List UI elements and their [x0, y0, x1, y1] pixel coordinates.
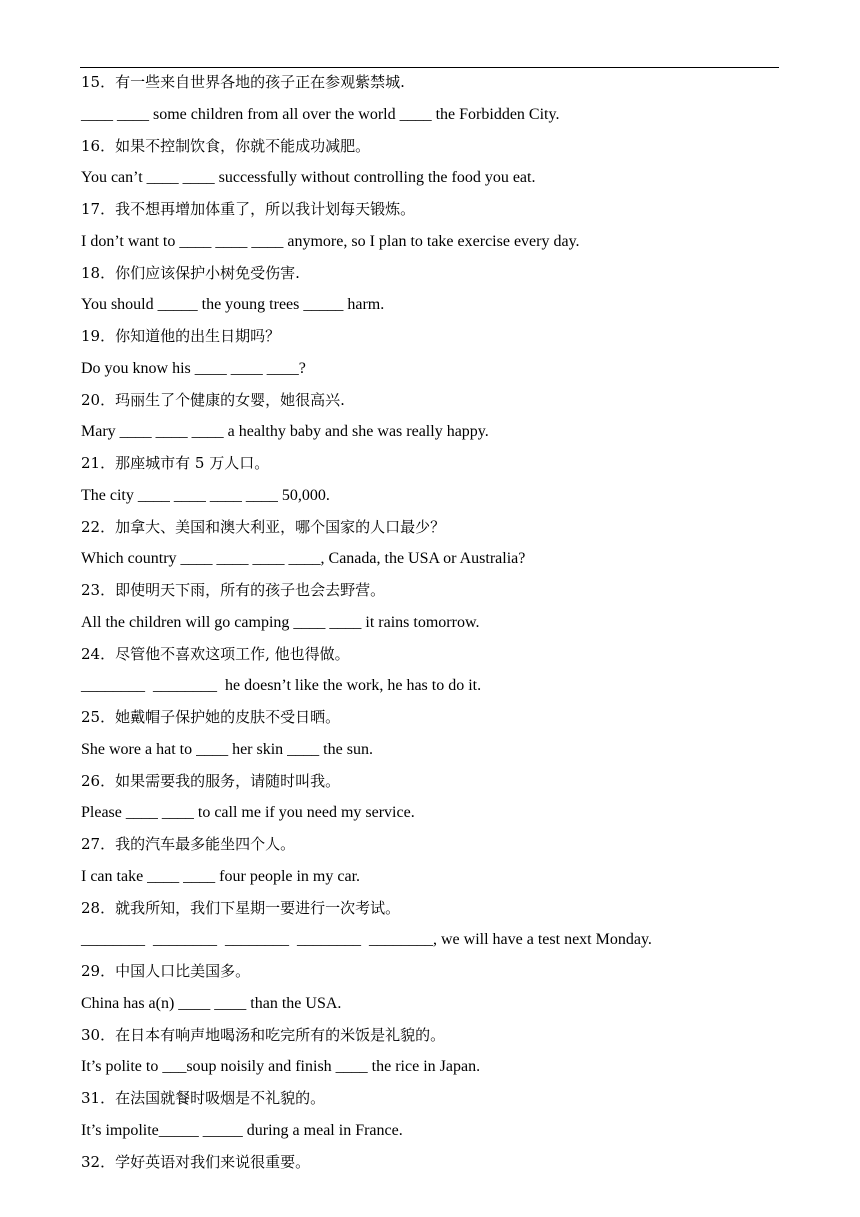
chinese-sentence: 在日本有响声地喝汤和吃完所有的米饭是礼貌的。	[115, 1025, 446, 1044]
question-number: 29	[81, 962, 101, 980]
question-answer-line-28: ________ ________ ________ ________ ________, we will have a test next Monday.	[81, 931, 652, 949]
question-prompt-15	[81, 67, 781, 99]
question-prompt-27	[81, 829, 781, 861]
question-answer-line-24: ________ ________ he doesn’t like the work, he has to do it.	[81, 677, 482, 695]
number-separator: ．	[100, 454, 116, 472]
question-number: 32	[81, 1152, 101, 1171]
question-prompt-31	[81, 1083, 781, 1115]
question-prompt-29	[81, 956, 781, 988]
number-separator: ．	[100, 1025, 116, 1044]
question-answer-line-19: Do you know his ____ ____ ____?	[81, 359, 306, 377]
question-prompt-18	[81, 258, 781, 290]
number-separator: ．	[100, 263, 116, 282]
question-number: 23	[81, 581, 101, 599]
chinese-sentence: 即使明天下雨，所有的孩子也会去野营。	[115, 581, 386, 599]
question-number: 30	[81, 1025, 101, 1044]
question-list	[81, 67, 781, 1178]
question-answer-line-20: Mary ____ ____ ____ a healthy baby and she was really happy.	[81, 423, 489, 441]
chinese-sentence: 如果不控制饮食，你就不能成功减肥。	[115, 136, 371, 155]
question-answer-line-15: ____ ____ some children from all over the world ____ the Forbidden City.	[81, 105, 560, 123]
number-separator: ．	[100, 390, 116, 409]
number-separator: ．	[100, 771, 116, 790]
chinese-sentence: 玛丽生了个健康的女婴，她很高兴.	[115, 390, 345, 409]
number-separator: ．	[100, 327, 116, 345]
question-number: 26	[81, 771, 101, 790]
question-number: 18	[81, 263, 101, 282]
question-prompt-26	[81, 766, 781, 798]
chinese-sentence: 你知道他的出生日期吗？	[115, 327, 281, 345]
question-answer-line-16: You can’t ____ ____ successfully without controlling the food you eat.	[81, 169, 536, 187]
number-separator: ．	[100, 581, 116, 599]
number-separator: ．	[100, 517, 116, 536]
question-answer-line-27: I can take ____ ____ four people in my car.	[81, 867, 361, 885]
question-number: 17	[81, 200, 101, 218]
question-answer-line-22: Which country ____ ____ ____ ____, Canada, the USA or Australia?	[81, 550, 526, 568]
chinese-sentence: 如果需要我的服务，请随时叫我。	[115, 771, 341, 790]
question-prompt-22	[81, 512, 781, 544]
question-number: 20	[81, 390, 101, 409]
question-number: 15	[81, 73, 101, 91]
number-separator: ．	[100, 136, 116, 155]
question-number: 16	[81, 136, 101, 155]
question-answer-line-25: She wore a hat to ____ her skin ____ the sun.	[81, 740, 373, 758]
question-number: 28	[81, 898, 101, 917]
chinese-sentence: 那座城市有 5 万人口。	[115, 454, 270, 472]
question-number: 27	[81, 835, 101, 853]
chinese-sentence: 加拿大、美国和澳大利亚，哪个国家的人口最少？	[115, 517, 446, 536]
number-separator: ．	[100, 898, 116, 917]
chinese-sentence: 她戴帽子保护她的皮肤不受日晒。	[115, 708, 341, 726]
question-number: 24	[81, 644, 101, 663]
question-answer-line-21: The city ____ ____ ____ ____ 50,000.	[81, 486, 330, 504]
question-prompt-16	[81, 131, 781, 163]
question-answer-line-26: Please ____ ____ to call me if you need my service.	[81, 804, 415, 822]
number-separator: ．	[100, 1089, 116, 1107]
chinese-sentence: 我不想再增加体重了，所以我计划每天锻炼。	[115, 200, 416, 218]
question-prompt-25	[81, 702, 781, 734]
question-number: 22	[81, 517, 101, 536]
question-answer-line-30: It’s polite to ___soup noisily and finish ____ the rice in Japan.	[81, 1058, 481, 1076]
question-prompt-19	[81, 321, 781, 353]
question-number: 21	[81, 454, 101, 472]
chinese-sentence: 学好英语对我们来说很重要。	[115, 1152, 311, 1171]
chinese-sentence: 尽管他不喜欢这项工作, 他也得做。	[115, 644, 350, 663]
question-prompt-28	[81, 893, 781, 925]
number-separator: ．	[100, 1152, 116, 1171]
question-prompt-21	[81, 448, 781, 480]
question-answer-line-18: You should _____ the young trees _____ harm.	[81, 296, 385, 314]
number-separator: ．	[100, 73, 116, 91]
question-number: 31	[81, 1089, 101, 1107]
question-prompt-17	[81, 194, 781, 226]
question-answer-line-31: It’s impolite_____ _____ during a meal in France.	[81, 1121, 403, 1139]
number-separator: ．	[100, 962, 116, 980]
question-prompt-23	[81, 575, 781, 607]
number-separator: ．	[100, 200, 116, 218]
question-prompt-24	[81, 639, 781, 671]
number-separator: ．	[100, 644, 116, 663]
question-number: 25	[81, 708, 101, 726]
number-separator: ．	[100, 708, 116, 726]
question-answer-line-23: All the children will go camping ____ ____ it rains tomorrow.	[81, 613, 480, 631]
chinese-sentence: 我的汽车最多能坐四个人。	[115, 835, 296, 853]
chinese-sentence: 中国人口比美国多。	[115, 962, 251, 980]
question-number: 19	[81, 327, 101, 345]
number-separator: ．	[100, 835, 116, 853]
chinese-sentence: 有一些来自世界各地的孩子正在参观紫禁城.	[115, 73, 405, 91]
question-answer-line-29: China has a(n) ____ ____ than the USA.	[81, 994, 342, 1012]
chinese-sentence: 就我所知，我们下星期一要进行一次考试。	[115, 898, 401, 917]
question-prompt-32	[81, 1147, 781, 1179]
chinese-sentence: 你们应该保护小树免受伤害.	[115, 263, 300, 282]
question-answer-line-17: I don’t want to ____ ____ ____ anymore, so I plan to take exercise every day.	[81, 232, 580, 250]
chinese-sentence: 在法国就餐时吸烟是不礼貌的。	[115, 1089, 326, 1107]
question-prompt-20	[81, 385, 781, 417]
question-prompt-30	[81, 1020, 781, 1052]
